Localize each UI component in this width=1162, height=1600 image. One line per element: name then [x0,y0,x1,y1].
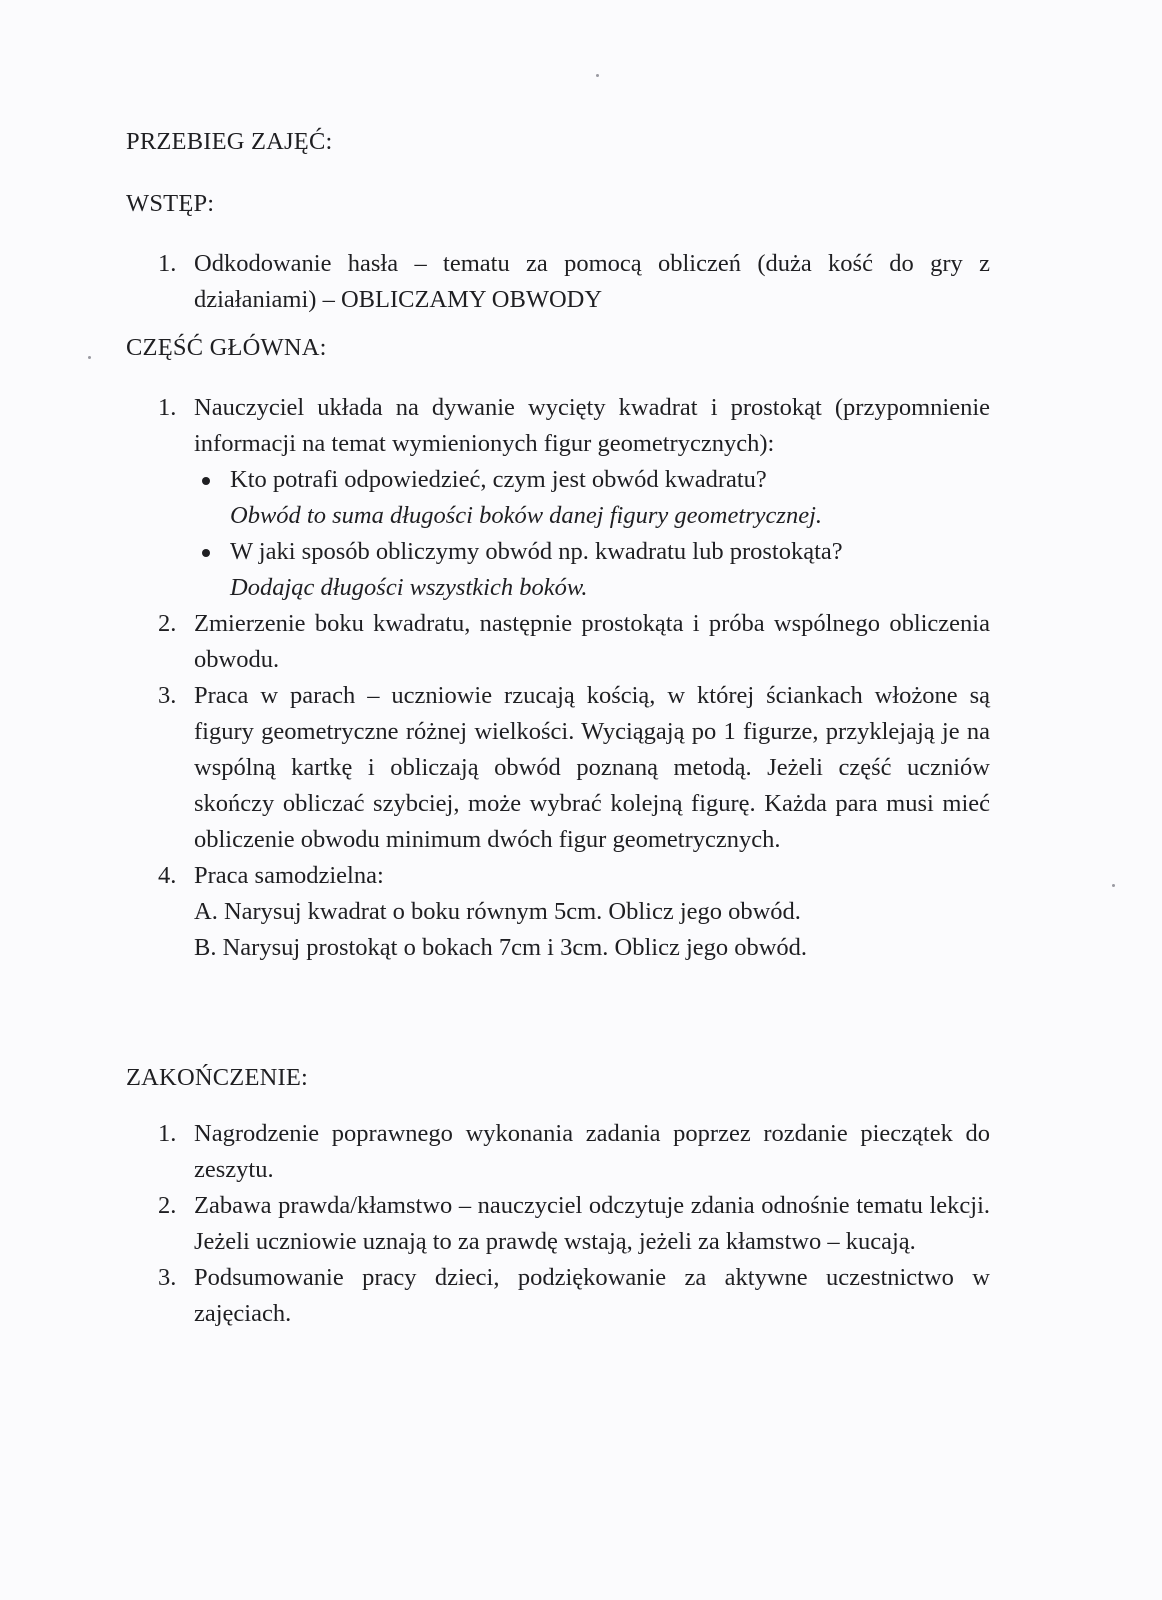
document-title: PRZEBIEG ZAJĘĆ: [126,128,333,155]
scan-speck [596,74,599,77]
item-number: 2. [158,610,177,637]
item-text: Nauczyciel układa na dywanie wycięty kwadrat i prostokąt (przypomnienie informacji na temat wymienionych figur geometrycznych): [194,394,990,457]
section-heading-zakonczenie: ZAKOŃCZENIE: [126,1064,309,1091]
question-text: Kto potrafi odpowiedzieć, czym jest obwód kwadratu? [230,466,767,493]
item-number: 2. [158,1192,177,1219]
scan-speck [88,356,91,359]
item-number: 4. [158,862,177,889]
list-item [158,246,990,318]
item-number: 1. [158,394,177,421]
scan-speck [1112,884,1115,887]
item-number: 1. [158,250,177,277]
item-text: Odkodowanie hasła – tematu za pomocą obliczeń (duża kość do gry z działaniami) – OBLICZAMY OBWODY [194,250,990,313]
question-list [194,462,990,606]
list-item [158,858,990,966]
item-number: 3. [158,682,177,709]
item-number: 3. [158,1264,177,1291]
list-wstep [158,246,990,318]
list-zakonczenie [158,1116,990,1332]
list-item [158,1260,990,1332]
task-item-a: A. Narysuj kwadrat o boku równym 5cm. Oblicz jego obwód. [194,898,801,925]
item-text: Nagrodzenie poprawnego wykonania zadania poprzez rozdanie pieczątek do zeszytu. [194,1120,990,1183]
task-item-b: B. Narysuj prostokąt o bokach 7cm i 3cm. Oblicz jego obwód. [194,934,808,961]
list-item [158,678,990,858]
item-text: Zabawa prawda/kłamstwo – nauczyciel odczytuje zdania odnośnie tematu lekcji. Jeżeli uczniowie uznają to za prawdę wstają, jeżeli za kłamstwo – kucają. [194,1192,990,1255]
question-bullet [194,462,990,534]
item-text: Praca w parach – uczniowie rzucają kością, w której ściankach włożone są figury geometryczne różnej wielkości. Wyciągają po 1 figurze, przyklejają je na wspólną kartkę i obliczają obwód poznaną metodą. Jeżeli część uczniów skończy obliczać szybciej, może wybrać kolejną figurę. Każda para musi mieć obliczenie obwodu minimum dwóch figur geometrycznych. [194,682,990,853]
section-heading-wstep: WSTĘP: [126,190,215,217]
item-text: Zmierzenie boku kwadratu, następnie prostokąta i próba wspólnego obliczenia obwodu. [194,610,990,673]
item-text: Podsumowanie pracy dzieci, podziękowanie za aktywne uczestnictwo w zajęciach. [194,1264,990,1327]
section-heading-czesc-glowna: CZĘŚĆ GŁÓWNA: [126,334,327,361]
task-list [194,894,990,966]
question-bullet [194,534,990,606]
list-item [158,390,990,606]
answer-text: Dodając długości wszystkich boków. [230,574,588,601]
list-czesc-glowna [158,390,990,966]
question-text: W jaki sposób obliczymy obwód np. kwadratu lub prostokąta? [230,538,843,565]
list-item [158,606,990,678]
list-item [158,1188,990,1260]
list-item [158,1116,990,1188]
item-text: Praca samodzielna: [194,862,384,889]
answer-text: Obwód to suma długości boków danej figury geometrycznej. [230,502,823,529]
item-number: 1. [158,1120,177,1147]
